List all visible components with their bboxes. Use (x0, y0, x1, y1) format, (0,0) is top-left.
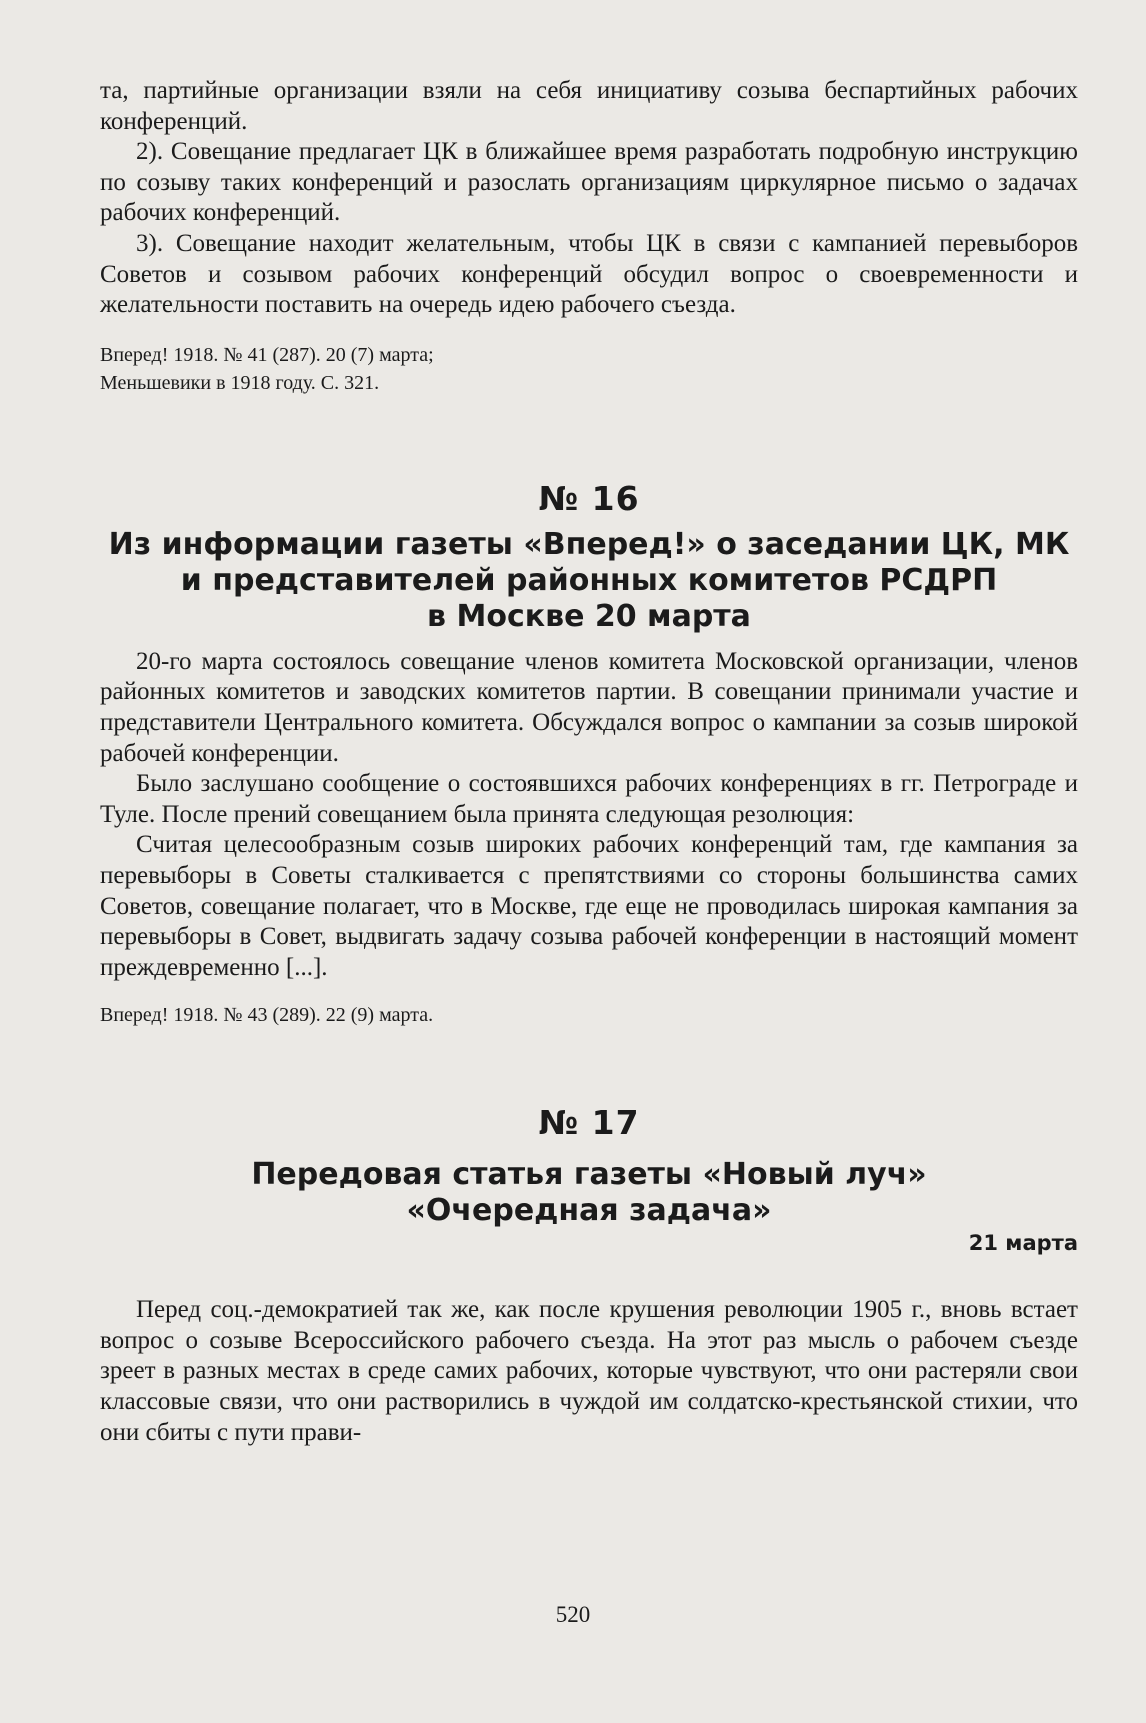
document-title-line: «Очередная задача» (406, 1193, 772, 1229)
resolution-continuation (100, 76, 1078, 397)
document-number: № 17 (538, 1103, 640, 1143)
document-title-line: Из информации газеты «Вперед!» о заседании ЦК, МК (108, 526, 1070, 562)
paragraph: та, партийные организации взяли на себя инициативу созыва беспартийных рабочих конференций. (100, 77, 1078, 135)
document-16 (100, 479, 1078, 1030)
paragraph: Перед соц.-демократией так же, как после крушения революции 1905 г., вновь встает вопрос о созыве Всероссийского рабочего съезда. На этот раз мысль о рабочем съезде зреет в разных местах в среде самих рабочих, которые чувствуют, что они растеряли свои классовые связи, что они растворились в чуждой им солдатско-крестьянской стихии, что они сбиты с пути прави- (100, 1296, 1078, 1446)
source-citation: Меньшевики в 1918 году. С. 321. (100, 371, 380, 394)
paragraph: Считая целесообразным созыв широких рабочих конференций там, где кампания за перевыборы в Советы сталкивается с препятствиями со стороны большинства самих Советов, совещание полагает, что в Москве, где еще не проводилась широкая кампания за перевыборы в Совет, выдвигать задачу созыва рабочей конференции в настоящий момент преждевременно [...]. (100, 831, 1078, 981)
page-number: 520 (555, 1602, 591, 1627)
source-citation: Вперед! 1918. № 43 (289). 22 (9) марта. (100, 1004, 434, 1027)
paragraph: 2). Совещание предлагает ЦК в ближайшее время разработать подробную инструкцию по созыву таких конференций и разослать организациям циркулярное письмо о задачах рабочих конференций. (100, 138, 1078, 227)
document-title-line: Передовая статья газеты «Новый луч» (251, 1157, 927, 1193)
source-citation: Вперед! 1918. № 41 (287). 20 (7) марта; (100, 343, 434, 366)
paragraph: 20-го марта состоялось совещание членов комитета Московской организации, членов районных комитетов и заводских комитетов партии. В совещании принимали участие и представители Центрального комитета. Обсуждался вопрос о кампании за созыв широкой рабочей конференции. (100, 647, 1078, 767)
document-title-line: в Москве 20 марта (427, 598, 751, 634)
document-17 (100, 1103, 1078, 1448)
paragraph: 3). Совещание находит желательным, чтобы ЦК в связи с кампанией перевыборов Советов и созывом рабочих конференций обсудил вопрос о своевременности и желательности поставить на очередь идею рабочего съезда. (100, 229, 1078, 319)
page-text (100, 76, 1078, 1448)
document-date: 21 марта (968, 1231, 1078, 1256)
document-number: № 16 (538, 478, 640, 518)
document-title-line: и представителей районных комитетов РСДРП (180, 562, 998, 598)
paragraph: Было заслушано сообщение о состоявшихся рабочих конференциях в гг. Петрограде и Туле. После прений совещанием была принята следующая резолюция: (100, 770, 1078, 828)
